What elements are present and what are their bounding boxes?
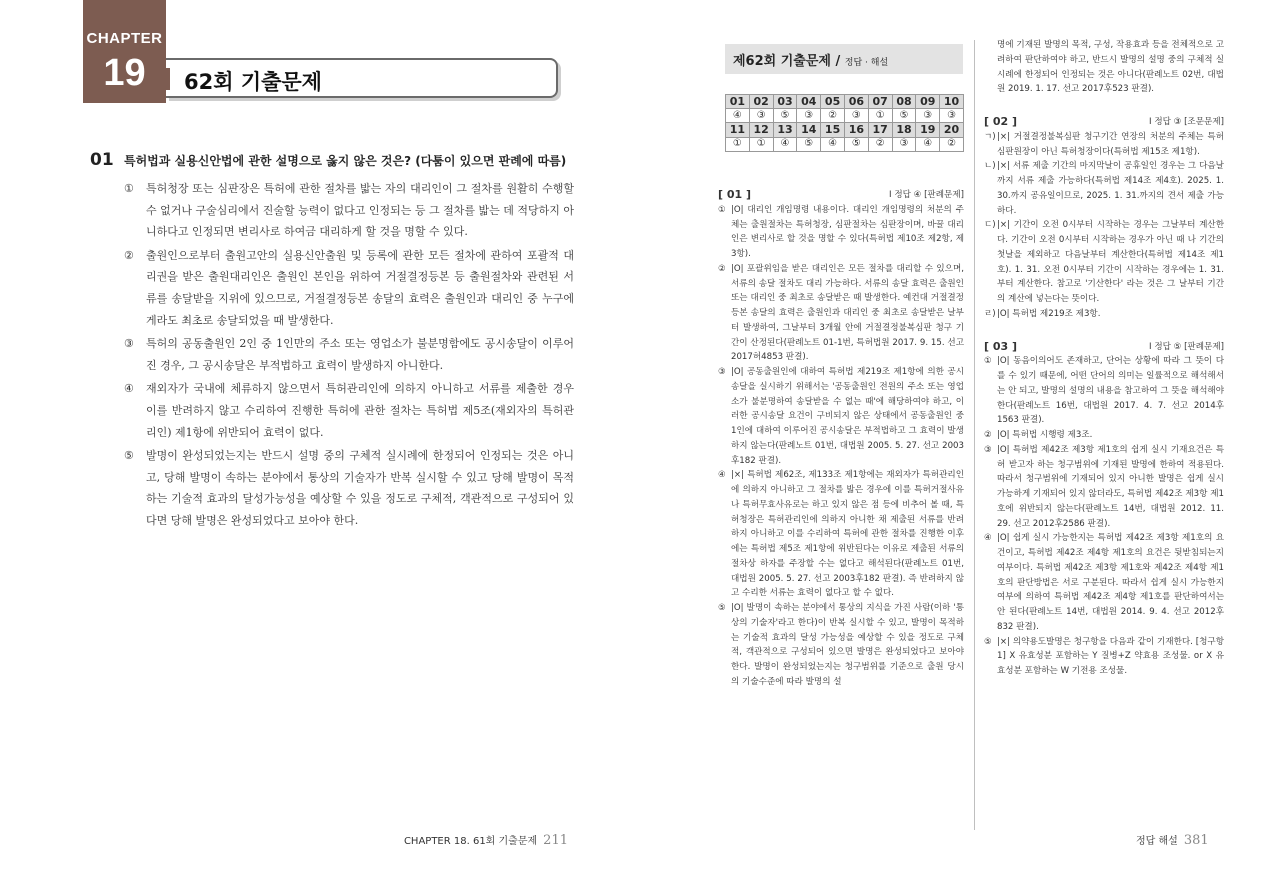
explanation-column-2 xyxy=(984,38,1224,679)
answer-01-header xyxy=(718,188,964,203)
option-3 xyxy=(124,333,574,376)
answer-result: I 정답 ③ [조문문제] xyxy=(1149,117,1224,127)
answer-header-sub: 정답 · 해설 xyxy=(844,58,889,68)
question-number-cell: 03 xyxy=(773,95,797,109)
chapter-title-bar xyxy=(166,58,558,98)
item-mark: ② xyxy=(718,263,726,274)
item-text: |×| 의약용도발명은 청구항을 다음과 같이 기재한다. [청구항 1] X 유효성분 포함하는 Y 질병+Z 약효용 조성물. or X 유효성분 포함하는 W 기전용 조성물. xyxy=(997,636,1224,676)
answer-cell: ⑤ xyxy=(844,137,868,151)
question-number-cell: 06 xyxy=(844,95,868,109)
item-mark: ㄱ) xyxy=(984,131,996,142)
question-number-cell: 02 xyxy=(749,95,773,109)
explanation-item xyxy=(984,130,1224,160)
answer-03-header xyxy=(984,340,1224,355)
question-number-cell: 16 xyxy=(844,123,868,137)
answer-table-row xyxy=(726,123,964,137)
answer-cell: ① xyxy=(868,109,892,123)
answer-cell: ③ xyxy=(940,109,964,123)
option-1 xyxy=(124,178,574,243)
answer-number: [ 03 ] xyxy=(984,339,1018,353)
item-mark: ㄷ) xyxy=(984,220,996,231)
option-mark: ③ xyxy=(124,337,134,351)
item-mark: ④ xyxy=(718,470,726,481)
answer-cell: ③ xyxy=(892,137,916,151)
item-text: |×| 특허법 제62조, 제133조 제1항에는 재외자가 특허관리인에 의하지 아니하고 그 절차를 밟은 경우에 이를 특허거절사유나 특허무효사유로는 하고 있지 않은 점 등에 비추어 볼 때, 특허청장은 특허관리인에 의하지 아니한 채 제출된 서류를 반려하지 아니하고 이를 수리하여 특허에 관한 절차를 진행한 이후에는 특허법 제5조 제1항에 위반된다는 이유로 제출된 서류의 절차상 하자를 주장할 수는 없다고 해석된다(판례노트 01번, 대법원 2005. 5. 27. 선고 2003후182 판결). 즉 반려하지 않고 수리한 서류는 효력이 없다고 할 수 없다. xyxy=(731,470,964,599)
answer-cell: ① xyxy=(749,137,773,151)
option-text: 특허의 공동출원인 2인 중 1인만의 주소 또는 영업소가 불분명함에도 공시송달이 이루어진 경우, 그 공시송달은 부적법하고 효력이 발생하지 아니한다. xyxy=(146,337,574,372)
explanation-item xyxy=(984,443,1224,532)
item-text: |O| 공동출원인에 대하여 특허법 제219조 제1항에 의한 공시송달을 실시하기 위해서는 '공동출원인 전원의 주소 또는 영업소가 불분명하여 송달받을 수 없는 때'에 해당하여야 하고, 이러한 공시송달 요건이 구비되지 않은 상태에서 공동출원인 중 1인에 대하여 이루어진 공시송달은 부적법하고 그 효력이 발생하지 않는다(판례노트 01번, 대법원 2005. 5. 27. 선고 2003후182 판결). xyxy=(731,367,964,466)
chapter-badge xyxy=(83,0,166,103)
answer-table-row xyxy=(726,137,964,151)
item-text: |O| 특허법 시행령 제3조. xyxy=(997,430,1093,440)
explanation-item xyxy=(984,307,1224,322)
question-number-cell: 12 xyxy=(749,123,773,137)
item-mark: ② xyxy=(984,430,992,440)
footer-chapter-label: CHAPTER 18. 61회 기출문제 xyxy=(403,836,538,847)
item-text: |O| 대리인 개임명령 내용이다. 대리인 개임명령의 처분의 주체는 출원절차는 특허청장, 심판절차는 심판장이며, 바꿀 대리인은 변리사로 할 것을 명할 수 있다(특허법 제10조 제2항, 제3항). xyxy=(731,204,964,259)
answer-cell: ④ xyxy=(821,137,845,151)
chapter-title: 62회 기출문제 xyxy=(184,70,322,94)
answer-cell: ⑤ xyxy=(773,109,797,123)
question-number-cell: 07 xyxy=(868,95,892,109)
question-number-cell: 10 xyxy=(940,95,964,109)
item-mark: ⑤ xyxy=(984,636,992,647)
question-number-cell: 19 xyxy=(916,123,940,137)
item-mark: ⑤ xyxy=(718,603,726,613)
item-mark: ④ xyxy=(984,533,992,544)
page-number: 381 xyxy=(1183,833,1209,848)
question-number-cell: 20 xyxy=(940,123,964,137)
question-number-cell: 11 xyxy=(726,123,750,137)
option-text: 특허청장 또는 심판장은 특허에 관한 절차를 밟는 자의 대리인이 그 절차를 원활히 수행할 수 없거나 구술심리에서 진술할 능력이 없다고 인정되는 등 그 절차를 밟는 데 적당하지 아니하다고 인정되면 변리사로 하여금 대리하게 할 것을 명할 수 있다. xyxy=(146,182,574,239)
item-mark: ㄴ) xyxy=(984,161,996,172)
answer-cell: ③ xyxy=(844,109,868,123)
question-number-cell: 04 xyxy=(797,95,821,109)
answer-header-main: 제62회 기출문제 xyxy=(733,54,831,69)
item-text: |O| 특허법 제42조 제3항 제1호의 쉽게 실시 기재요건은 특허 받고자 하는 청구범위에 기재된 발명에 한하여 적용된다. 따라서 청구범위에 기재되어 있지 아니한 발명은 쉽게 실시 가능하게 기재되어 있지 않더라도, 특허법 제42조 제3항 제1호에 위반되지 않는다(판례노트 14번, 대법원 2012. 11. 29. 선고 2012후2586 판결). xyxy=(997,444,1224,529)
question-number-cell: 17 xyxy=(868,123,892,137)
answer-table-row xyxy=(726,109,964,123)
question-text: 특허법과 실용신안법에 관한 설명으로 옳지 않은 것은? (다툼이 있으면 판례에 따름) xyxy=(124,154,567,168)
option-mark: ④ xyxy=(124,382,134,396)
item-mark: ① xyxy=(718,204,726,215)
chapter-word: CHAPTER xyxy=(86,30,163,47)
answer-cell: ④ xyxy=(773,137,797,151)
answer-result: I 정답 ⑤ [판례문제] xyxy=(1149,341,1224,352)
item-text: |×| 거절결정불복심판 청구기간 연장의 처분의 주체는 특허심판원장이 아닌 특허청장이다(특허법 제15조 제1항). xyxy=(997,131,1224,157)
answer-02-header xyxy=(984,115,1224,130)
left-footer xyxy=(404,832,568,848)
title-accent xyxy=(166,68,170,90)
answer-table xyxy=(725,94,964,152)
explanation-item xyxy=(718,203,964,262)
question-number-cell: 15 xyxy=(821,123,845,137)
answer-cell: ① xyxy=(726,137,750,151)
question-options xyxy=(124,178,574,534)
option-text: 재외자가 국내에 체류하지 않으면서 특허관리인에 의하지 아니하고 서류를 제출한 경우 이를 반려하지 않고 수리하여 진행한 특허에 관한 절차는 특허법 제5조(재외자의 특허관리인) 제1항에 위반되어 효력이 없다. xyxy=(146,382,574,439)
continuation-text: 명에 기재된 발명의 목적, 구성, 작용효과 등을 전체적으로 고려하여 판단하여야 하고, 반드시 발명의 설명 중의 구체적 실시례에 한정되어 인정되는 것은 아니다(판례노트 02번, 대법원 2019. 1. 17. 선고 2017후523 판결). xyxy=(997,40,1224,95)
item-text: |O| 동음이의어도 존재하고, 단어는 상황에 따라 그 뜻이 다를 수 있기 때문에, 어떤 단어의 의미는 일률적으로 해석해서는 안 되고, 발명의 설명의 내용을 참고하여 그 뜻을 해석해야 한다(판례노트 16번, 대법원 2017. 4. 7. 선고 2014후1563 판결). xyxy=(997,356,1224,426)
page-number: 211 xyxy=(543,833,568,848)
item-text: |O| 발명이 속하는 분야에서 통상의 지식을 가진 사람(이하 '통상의 기술자'라고 한다)이 반복 실시할 수 있고, 발명이 목적하는 기술적 효과의 달성 가능성을 예상할 수 있을 정도로 구체적, 객관적으로 구성되어 있으면 발명은 완성되었다고 보아야 한다. 발명이 완성되었는지는 청구범위를 기준으로 출원 당시의 기술수준에 따라 발명의 설 xyxy=(731,603,964,687)
answer-header-sep: / xyxy=(830,54,845,69)
option-5 xyxy=(124,445,574,531)
explanation-item xyxy=(984,428,1224,443)
item-text: |O| 쉽게 실시 가능한지는 특허법 제42조 제3항 제1호의 요건이고, 특허법 제42조 제4항 제1호의 요건은 뒷받침되는지 여부이다. 특허법 제42조 제3항 제1호와 제42조 제4항 제1호의 판단방법은 서로 구분된다. 따라서 쉽게 실시 가능한지 여부에 의하여 특허법 제42조 제4항 제1호를 판단하여서는 안 된다(판례노트 14번, 대법원 2014. 9. 4. 선고 2012후832 판결). xyxy=(997,533,1224,632)
question-number: 01 xyxy=(90,150,114,170)
option-mark: ① xyxy=(124,182,134,195)
right-footer xyxy=(1136,832,1209,848)
question-number-cell: 14 xyxy=(797,123,821,137)
answer-cell: ② xyxy=(821,109,845,123)
option-mark: ② xyxy=(124,248,134,262)
item-mark: ③ xyxy=(718,367,726,377)
item-mark: ③ xyxy=(984,444,992,455)
answer-cell: ④ xyxy=(726,109,750,123)
explanation-item xyxy=(984,218,1224,307)
answer-cell: ② xyxy=(868,137,892,151)
option-4 xyxy=(124,378,574,443)
footer-label: 정답 해설 xyxy=(1136,836,1178,847)
question-number-cell: 05 xyxy=(821,95,845,109)
answer-table-row xyxy=(726,95,964,109)
answer-cell: ③ xyxy=(797,109,821,123)
answer-cell: ⑤ xyxy=(797,137,821,151)
option-text: 발명이 완성되었는지는 반드시 설명 중의 구체적 실시례에 한정되어 인정되는 것은 아니고, 당해 발명이 속하는 분야에서 통상의 기술자가 반복 실시할 수 있고 당해 발명이 목적하는 기술적 효과의 달성가능성을 예상할 수 있을 정도로 구체적, 객관적으로 구성되어 있다면 당해 발명은 완성되었다고 보아야 한다. xyxy=(146,449,574,527)
item-text: |O| 포괄위임을 받은 대리인은 모든 절차를 대리할 수 있으며, 서류의 송달 절차도 대리 가능하다. 서류의 송달 효력은 출원인 또는 대리인 중 최초로 송달받은 때 발생한다. 예컨대 거절결정등본 송달의 효력은 출원인과 대리인 중 최초로 송달받은 날부터 발생하여, 그날부터 3개월 안에 거절결정불복심판 청구 기간이 산정된다(판례노트 01-1번, 특허법원 2017. 9. 15. 선고 2017허4853 판결). xyxy=(731,263,964,363)
option-mark: ⑤ xyxy=(124,449,134,463)
question-number-cell: 09 xyxy=(916,95,940,109)
explanation-item xyxy=(718,365,964,468)
chapter-number: 19 xyxy=(103,52,146,94)
question-number-cell: 08 xyxy=(892,95,916,109)
answer-cell: ⑤ xyxy=(892,109,916,123)
question-number-cell: 01 xyxy=(726,95,750,109)
question-number-cell: 13 xyxy=(773,123,797,137)
explanation-item xyxy=(718,468,964,601)
answer-cell: ③ xyxy=(749,109,773,123)
question-number-cell: 18 xyxy=(892,123,916,137)
item-mark: ① xyxy=(984,356,992,367)
explanation-item xyxy=(984,531,1224,634)
answer-number: [ 01 ] xyxy=(718,188,752,201)
option-text: 출원인으로부터 출원고안의 실용신안출원 및 등록에 관한 모든 절차에 관하여 포괄적 대리권을 받은 출원대리인은 출원인 본인을 위하여 거절결정등본 등 출원절차와 관련된 서류를 송달받을 지위에 있으므로, 거절결정등본 송달의 효력은 출원인과 대리인 중 누구에게라도 최초로 송달되었을 때 발생한다. xyxy=(146,248,574,327)
explanation-item xyxy=(984,354,1224,428)
column-divider xyxy=(974,40,975,830)
explanation-column-1 xyxy=(718,188,964,690)
option-2 xyxy=(124,245,574,331)
explanation-item xyxy=(984,635,1224,679)
explanation-item xyxy=(718,262,964,365)
answer-cell: ④ xyxy=(916,137,940,151)
answer-cell: ③ xyxy=(916,109,940,123)
answer-number: [ 02 ] xyxy=(984,115,1018,128)
item-mark: ㄹ) xyxy=(984,308,996,319)
answer-header xyxy=(725,44,963,74)
explanation-item xyxy=(718,601,964,690)
item-text: |×| 기간이 오전 0시부터 시작하는 경우는 그날부터 계산한다. 기간이 오전 0시부터 시작하는 경우가 아닌 때 나 기간의 첫날을 제외하고 다음날부터 계산한다(특허법 제14조 제1호). 1. 31. 오전 0시부터 기간이 시작하는 경우에는 1. 31.부터 계산한다. 참고로 '기산한다' 라는 것은 그 날부터 기간의 계산에 넣는다는 뜻이다. xyxy=(997,220,1224,304)
answer-header-title xyxy=(733,50,888,69)
answer-result: I 정답 ④ [판례문제] xyxy=(889,190,964,200)
item-text: |×| 서류 제출 기간의 마지막날이 공휴일인 경우는 그 다음날까지 서류 제출 가능하다(특허법 제14조 제4호). 2025. 1. 30.까지 공유일이므로, 2025. 1. 31.까지의 견서 제출 가능하다. xyxy=(997,161,1224,216)
item-text: |O| 특허법 제219조 제3항. xyxy=(997,308,1101,319)
explanation-item xyxy=(984,159,1224,218)
answer-cell: ② xyxy=(940,137,964,151)
